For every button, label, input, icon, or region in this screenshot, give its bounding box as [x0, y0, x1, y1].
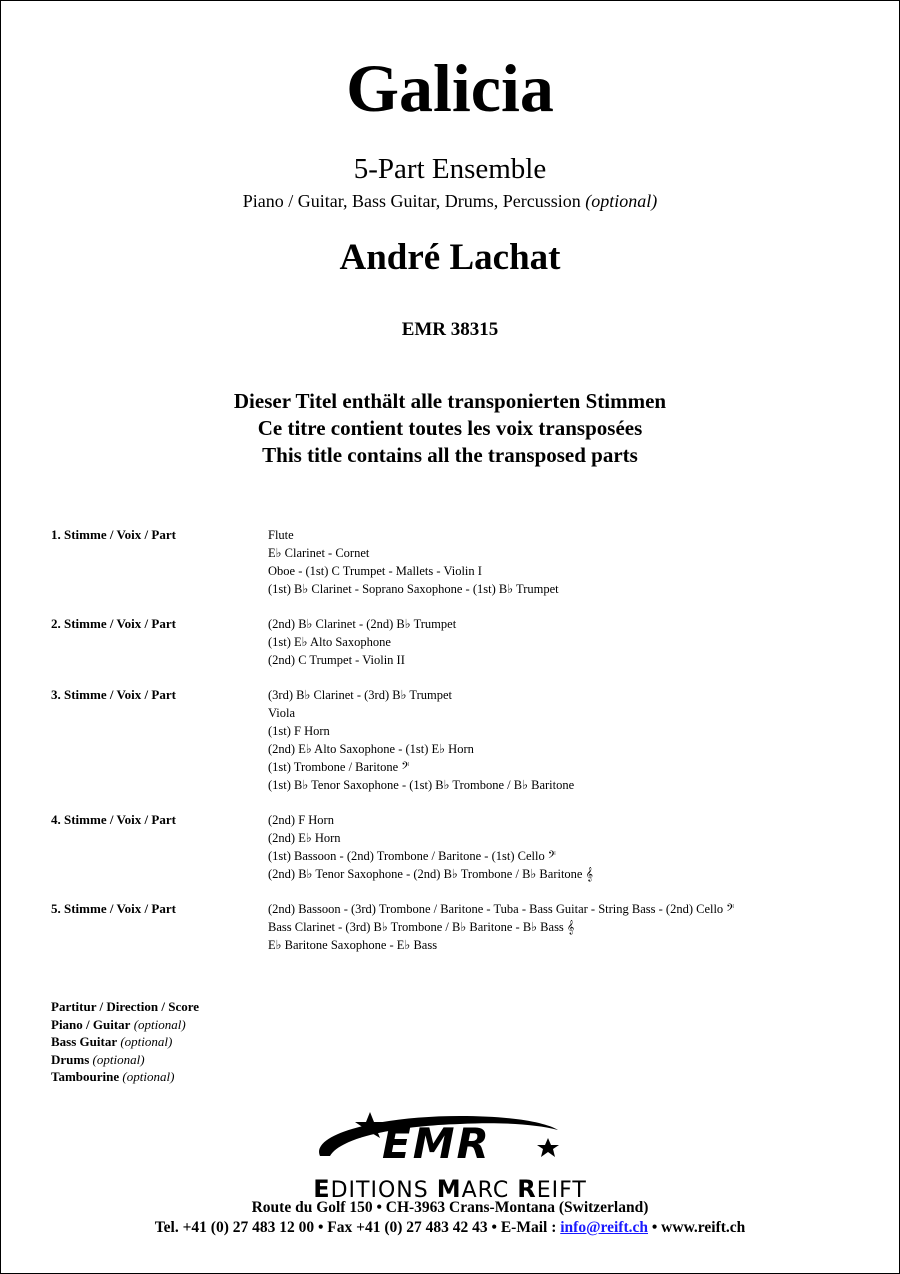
- extra-item-name: Partitur / Direction / Score: [51, 999, 200, 1014]
- extra-item-note: (optional): [120, 1034, 173, 1049]
- publisher-name-initial-r: R: [517, 1175, 537, 1203]
- email-link[interactable]: info@reift.ch: [560, 1219, 648, 1236]
- part-label: 4. Stimme / Voix / Part: [51, 812, 176, 827]
- transposed-notes: [0, 388, 900, 469]
- contact-phone-fax: Tel. +41 (0) 27 483 12 00 • Fax +41 (0) 27 483 42 43 • E-Mail :: [154, 1219, 561, 1236]
- part-instruments: [268, 900, 734, 954]
- publisher-address: Route du Golf 150 • CH-3963 Crans-Montana (Switzerland): [251, 1199, 649, 1216]
- instrument-line: (2nd) E♭ Horn: [268, 831, 341, 845]
- instrument-line: (2nd) B♭ Clarinet - (2nd) B♭ Trumpet: [268, 617, 457, 631]
- instrumentation-main: Piano / Guitar, Bass Guitar, Drums, Percussion: [242, 191, 581, 211]
- instrumentation-optional: (optional): [585, 191, 658, 211]
- transposed-note-de: Dieser Titel enthält alle transponierten Stimmen: [233, 389, 667, 413]
- extra-item: [51, 1016, 199, 1034]
- extra-item-name: Bass Guitar: [51, 1034, 118, 1049]
- part-group: [51, 615, 871, 669]
- part-label: 3. Stimme / Voix / Part: [51, 687, 176, 702]
- instrumentation: [0, 190, 900, 212]
- emr-logo-text: EMR: [382, 1119, 491, 1168]
- instrument-line: (2nd) Bassoon - (3rd) Trombone / Baritone - Tuba - Bass Guitar - String Bass - (2nd) Cello 𝄢: [268, 902, 735, 916]
- instrument-line: Viola: [268, 706, 296, 720]
- part-instruments: [268, 686, 574, 794]
- part-group: [51, 900, 871, 954]
- instrument-line: (1st) Trombone / Baritone 𝄢: [268, 760, 410, 774]
- extra-item-name: Drums: [51, 1051, 90, 1067]
- emr-logo: [300, 1108, 600, 1178]
- instrument-line: E♭ Clarinet - Cornet: [268, 546, 370, 560]
- instrument-line: (2nd) F Horn: [268, 813, 334, 827]
- publisher-name-marc: ARC: [461, 1178, 518, 1203]
- extra-item-name: Piano / Guitar: [51, 1016, 131, 1032]
- part-label: 1. Stimme / Voix / Part: [51, 527, 176, 542]
- instrument-line: Bass Clarinet - (3rd) B♭ Trombone / B♭ Baritone - B♭ Bass 𝄞: [268, 920, 575, 934]
- part-group: [51, 526, 871, 598]
- instrument-line: (1st) B♭ Tenor Saxophone - (1st) B♭ Trombone / B♭ Baritone: [268, 778, 575, 792]
- contact-website: • www.reift.ch: [648, 1219, 746, 1236]
- publisher-name-reift: EIFT: [536, 1178, 587, 1203]
- extra-item-name: Tambourine: [51, 1069, 120, 1084]
- part-instruments: [268, 526, 559, 598]
- instrument-line: (2nd) E♭ Alto Saxophone - (1st) E♭ Horn: [268, 742, 474, 756]
- part-group: [51, 686, 871, 794]
- publisher-name-initial-m: M: [436, 1175, 462, 1203]
- extra-item: [51, 1033, 199, 1051]
- extra-item-note: (optional): [133, 1016, 186, 1032]
- instrument-line: (3rd) B♭ Clarinet - (3rd) B♭ Trumpet: [268, 688, 452, 702]
- publisher-contact: [0, 1218, 900, 1238]
- transposed-note-en: This title contains all the transposed parts: [262, 443, 638, 467]
- transposed-note-fr: Ce titre contient toutes les voix transposées: [257, 416, 643, 440]
- instrument-line: E♭ Baritone Saxophone - E♭ Bass: [268, 938, 438, 952]
- extra-item-note: (optional): [92, 1051, 145, 1067]
- instrument-line: (2nd) B♭ Tenor Saxophone - (2nd) B♭ Trombone / B♭ Baritone 𝄞: [268, 867, 593, 881]
- instrument-line: (1st) F Horn: [268, 724, 330, 738]
- instrument-line: Oboe - (1st) C Trumpet - Mallets - Violin I: [268, 564, 482, 578]
- instrument-line: (2nd) C Trumpet - Violin II: [268, 653, 405, 667]
- extra-item: [51, 998, 199, 1016]
- extra-item: [51, 1051, 199, 1069]
- part-group: [51, 811, 871, 883]
- composer: André Lachat: [339, 237, 561, 278]
- subtitle: 5-Part Ensemble: [353, 153, 547, 185]
- part-label: 5. Stimme / Voix / Part: [51, 901, 176, 916]
- instrument-line: Flute: [268, 528, 294, 542]
- instrument-line: (1st) Bassoon - (2nd) Trombone / Baritone - (1st) Cello 𝄢: [268, 849, 556, 863]
- parts-list: [51, 526, 871, 971]
- extra-item-note: (optional): [122, 1069, 175, 1084]
- page-title: Galicia: [346, 50, 554, 126]
- publisher-name-initial-e: E: [313, 1175, 331, 1203]
- part-label: 2. Stimme / Voix / Part: [51, 616, 176, 631]
- instrument-line: (1st) E♭ Alto Saxophone: [268, 635, 391, 649]
- publisher-name-editions: DITIONS: [330, 1178, 437, 1203]
- part-instruments: [268, 615, 456, 669]
- instrument-line: (1st) B♭ Clarinet - Soprano Saxophone - (1st) B♭ Trumpet: [268, 582, 559, 596]
- catalog-number: EMR 38315: [401, 319, 499, 340]
- extra-item: [51, 1068, 199, 1086]
- part-instruments: [268, 811, 593, 883]
- extras-list: [51, 998, 199, 1086]
